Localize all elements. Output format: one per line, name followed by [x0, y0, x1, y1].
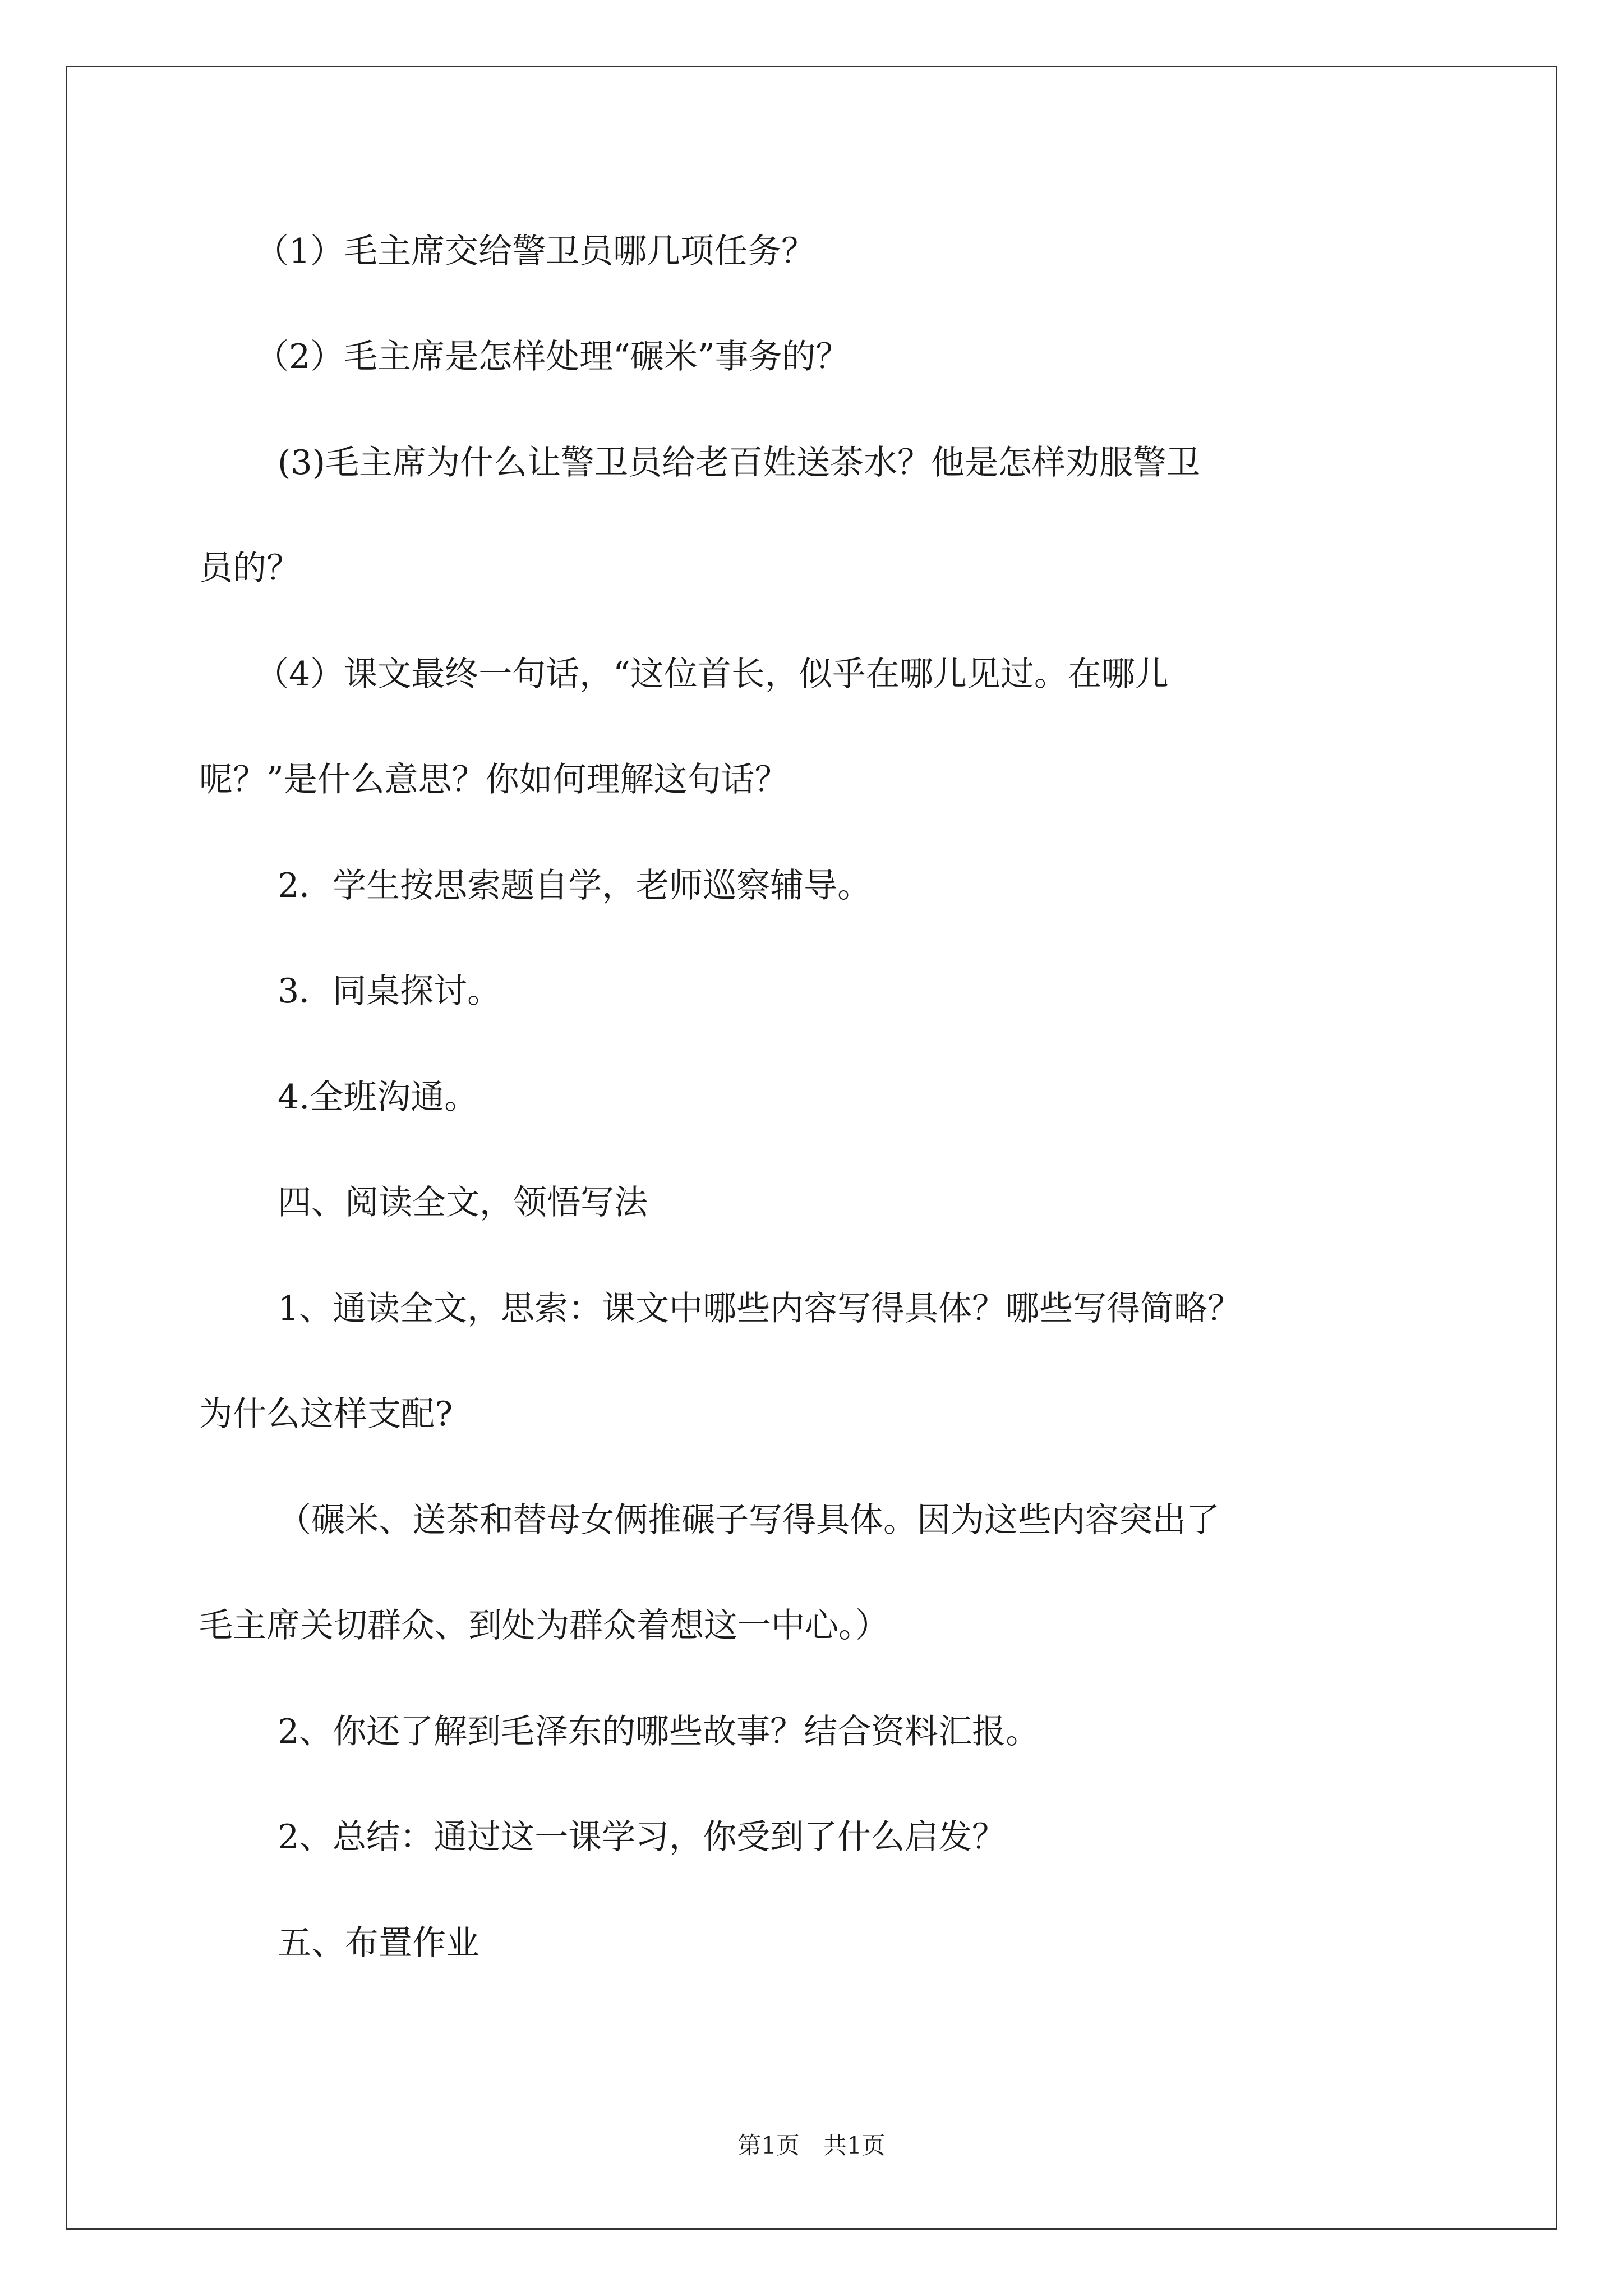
page-border	[66, 66, 1557, 2230]
text-line: 4.全班沟通。	[278, 1078, 478, 1117]
text-line: 2、你还了解到毛泽东的哪些故事？结合资料汇报。	[278, 1712, 1040, 1751]
text-line: 呢？”是什么意思？你如何理解这句话？	[199, 760, 789, 799]
text-line: （2）毛主席是怎样处理“碾米”事务的？	[255, 337, 850, 376]
text-line: 毛主席关切群众、到处为群众着想这一中心。）	[199, 1606, 889, 1645]
text-line: (3)毛主席为什么让警卫员给老百姓送茶水？他是怎样劝服警卫	[278, 443, 1200, 482]
text-line: 3．同桌探讨。	[278, 972, 501, 1011]
text-line: 2．学生按思索题自学，老师巡察辅导。	[278, 866, 872, 905]
text-line: 为什么这样支配?	[199, 1395, 453, 1434]
text-line: 员的？	[199, 549, 300, 588]
text-line: 2、总结：通过这一课学习，你受到了什么启发？	[278, 1818, 1006, 1857]
text-line: 1、通读全文，思索：课文中哪些内容写得具体？哪些写得简略？	[278, 1289, 1242, 1328]
text-line: （4）课文最终一句话，“这位首长，似乎在哪儿见过。在哪儿	[255, 655, 1169, 694]
text-line: （1）毛主席交给警卫员哪几项任务？	[255, 232, 815, 271]
section-heading: 五、布置作业	[278, 1924, 479, 1963]
page-footer: 第1页 共1页	[737, 2132, 886, 2159]
text-line: （碾米、送茶和替母女俩推碾子写得具体。因为这些内容突出了	[278, 1501, 1220, 1540]
section-heading: 四、阅读全文，领悟写法	[278, 1183, 648, 1222]
